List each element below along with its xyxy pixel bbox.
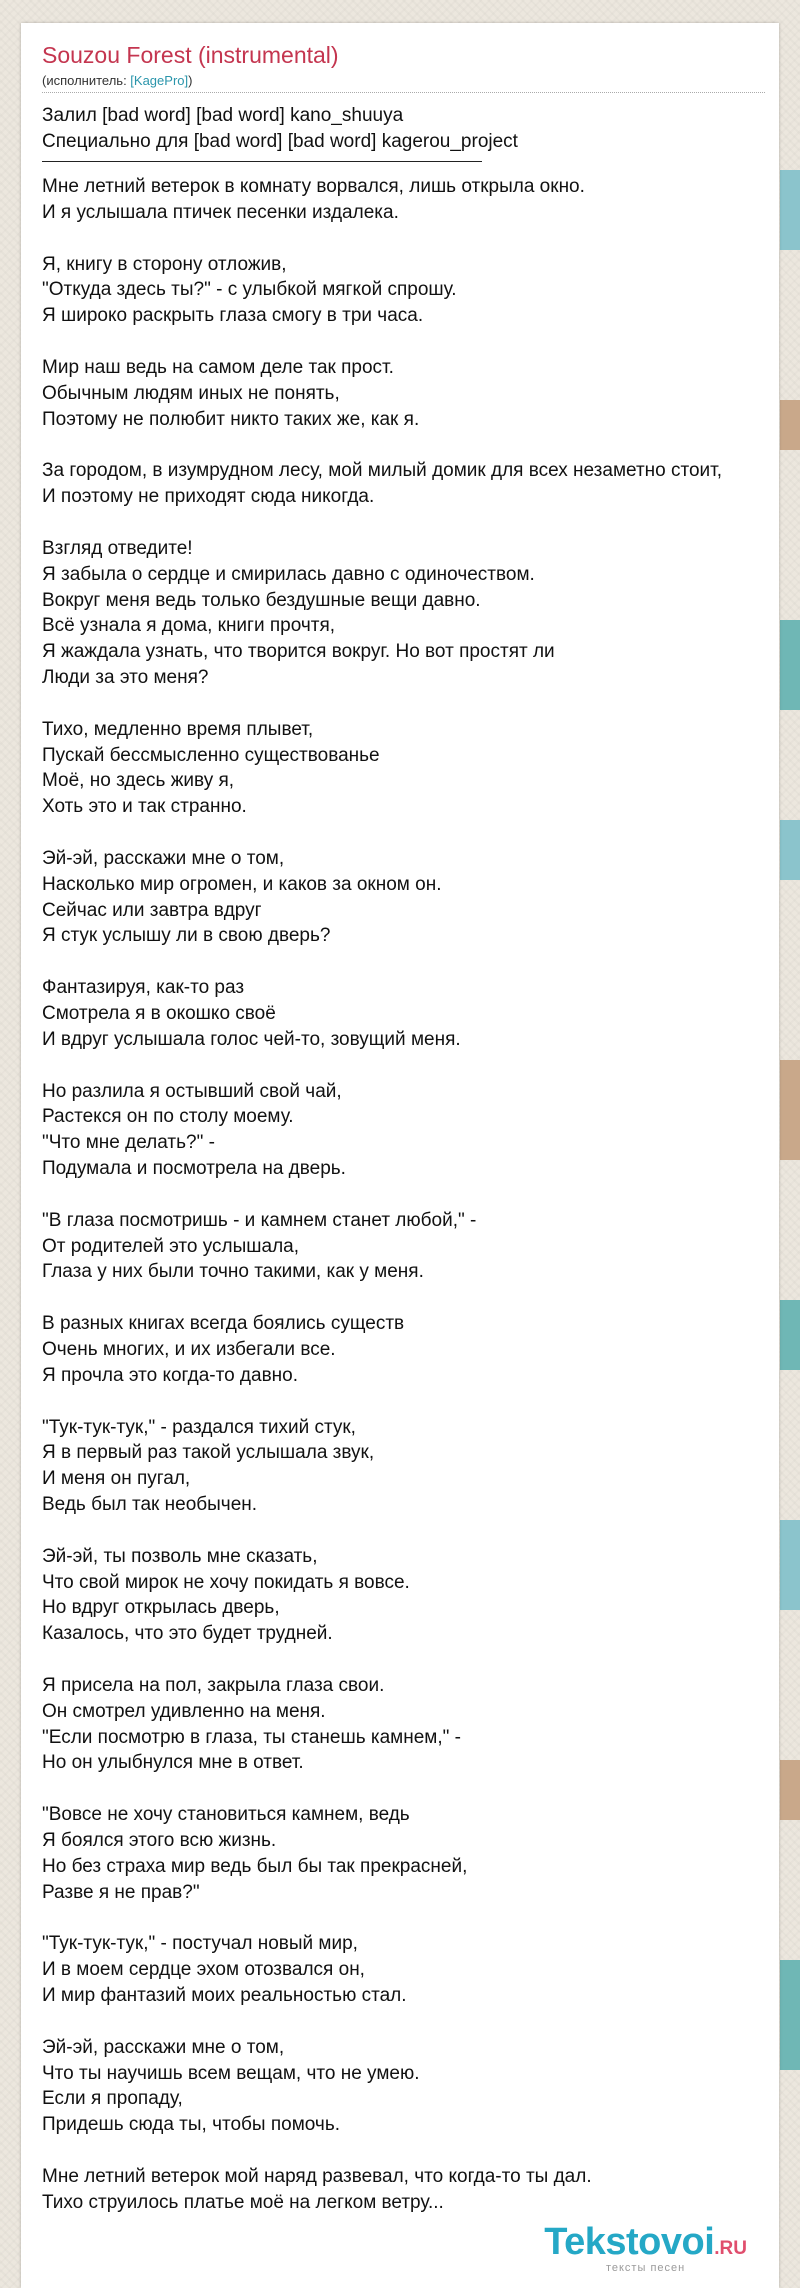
lyric-line: Что свой мирок не хочу покидать я вовсе. [42, 1571, 410, 1593]
stripe [780, 1060, 800, 1160]
dedication-line: Специально для [bad word] [bad word] kagerou_project [42, 131, 518, 152]
stripe [780, 170, 800, 250]
stanza [42, 1673, 779, 1776]
lyric-line: Я, книгу в сторону отложив, [42, 253, 287, 275]
lyric-line: Придешь сюда ты, чтобы помочь. [42, 2114, 341, 2136]
stanza [42, 1931, 779, 2009]
lyric-line: Но вдруг открылась дверь, [42, 1597, 280, 1619]
lyric-line: Он смотрел удивленно на меня. [42, 1700, 326, 1722]
lyric-line: Сейчас или завтра вдруг [42, 899, 262, 921]
lyric-line: Вокруг меня ведь только бездушные вещи давно. [42, 589, 481, 611]
lyric-line: Хоть это и так странно. [42, 796, 247, 818]
stanza [42, 975, 779, 1053]
lyric-line: Но он улыбнулся мне в ответ. [42, 1752, 304, 1774]
lyric-line: И вдруг услышала голос чей-то, зовущий меня. [42, 1028, 461, 1050]
stanza [42, 2035, 779, 2138]
lyric-line: Тихо струилось платье моё на легком ветру... [42, 2191, 444, 2213]
stanza [42, 536, 779, 691]
lyric-line: И в моем сердце эхом отозвался он, [42, 1959, 365, 1981]
lyric-line: И поэтому не приходят сюда никогда. [42, 486, 375, 508]
stanza [42, 1544, 779, 1647]
stanza [42, 458, 779, 510]
uploader-line: Залил [bad word] [bad word] kano_shuuya [42, 105, 404, 126]
lyric-line: Моё, но здесь живу я, [42, 770, 235, 792]
stripe [780, 620, 800, 710]
lyric-line: "Вовсе не хочу становиться камнем, ведь [42, 1804, 410, 1826]
stripe [780, 1760, 800, 1820]
lyric-line: Поэтому не полюбит никто таких же, как я. [42, 408, 420, 430]
artist-link[interactable]: [KagePro] [130, 73, 189, 88]
dotted-divider [42, 92, 765, 93]
stanza [42, 1415, 779, 1518]
lyric-line: Казалось, что это будет трудней. [42, 1623, 333, 1645]
lyric-line: Растекся он по столу моему. [42, 1106, 294, 1128]
stanza [42, 717, 779, 820]
lyric-line: Пускай бессмысленно существованье [42, 744, 380, 766]
lyric-line: Глаза у них были точно такими, как у меня. [42, 1261, 424, 1283]
lyric-line: Я стук услышу ли в свою дверь? [42, 925, 331, 947]
stanza [42, 174, 779, 226]
lyric-line: Эй-эй, ты позволь мне сказать, [42, 1545, 318, 1567]
lyric-line: Что ты научишь всем вещам, что не умею. [42, 2062, 420, 2084]
lyric-line: И я услышала птичек песенки издалека. [42, 201, 399, 223]
stanza [42, 2164, 779, 2216]
lyric-line: Взгляд отведите! [42, 537, 193, 559]
lyric-line: "Откуда здесь ты?" - с улыбкой мягкой спрошу. [42, 279, 457, 301]
logo-suffix: .RU [714, 2238, 747, 2259]
lyric-line: За городом, в изумрудном лесу, мой милый домик для всех незаметно стоит, [42, 460, 723, 482]
stripe [780, 1960, 800, 2070]
lyric-line: Очень многих, и их избегали все. [42, 1338, 336, 1360]
lyric-line: Но разлила я остывший свой чай, [42, 1080, 342, 1102]
logo-tagline: тексты песен [605, 2262, 686, 2274]
stanza [42, 1311, 779, 1389]
stanza [42, 252, 779, 330]
lyric-line: Люди за это меня? [42, 667, 209, 689]
artist-suffix: ) [188, 73, 193, 88]
lyric-line: "Тук-тук-тук," - постучал новый мир, [42, 1933, 358, 1955]
lyric-line: Эй-эй, расскажи мне о том, [42, 2036, 285, 2058]
artist-prefix: (исполнитель: [42, 73, 131, 88]
artist-line [42, 72, 779, 89]
stanza [42, 846, 779, 949]
stanza [42, 1079, 779, 1182]
lyric-line: Я в первый раз такой услышала звук, [42, 1442, 375, 1464]
logo-wordmark: Tekstovoi [544, 2221, 715, 2263]
site-logo[interactable] [544, 2223, 747, 2274]
lyric-line: И меня он пугал, [42, 1468, 191, 1490]
lyric-line: Мне летний ветерок мой наряд развевал, что когда-то ты дал. [42, 2165, 592, 2187]
stripe [780, 1300, 800, 1370]
upload-info [42, 103, 779, 155]
separator-line [42, 161, 482, 162]
lyric-line: "В глаза посмотришь - и камнем станет любой," - [42, 1209, 477, 1231]
lyric-line: Если я пропаду, [42, 2088, 183, 2110]
lyric-line: Мне летний ветерок в комнату ворвался, лишь открыла окно. [42, 176, 585, 197]
lyric-line: Тихо, медленно время плывет, [42, 718, 314, 740]
lyric-line: Смотрела я в окошко своё [42, 1003, 276, 1024]
lyric-line: Всё узнала я дома, книги прочтя, [42, 615, 336, 637]
lyric-line: Но без страха мир ведь был бы так прекрасней, [42, 1855, 468, 1877]
lyric-line: Насколько мир огромен, и каков за окном он. [42, 873, 442, 895]
lyrics-text [42, 174, 779, 2216]
lyric-line: От родителей это услышала, [42, 1235, 300, 1257]
stanza [42, 355, 779, 433]
lyric-line: Я прочла это когда-то давно. [42, 1364, 299, 1386]
lyric-line: Я жаждала узнать, что творится вокруг. Но вот простят ли [42, 641, 555, 663]
stripe [780, 820, 800, 880]
stanza [42, 1208, 779, 1286]
lyric-line: В разных книгах всегда боялись существ [42, 1313, 405, 1335]
lyric-line: Обычным людям иных не понять, [42, 382, 340, 404]
lyric-line: Разве я не прав?" [42, 1881, 200, 1903]
lyric-line: Я забыла о сердце и смирилась давно с одиночеством. [42, 563, 535, 585]
lyric-line: И мир фантазий моих реальностью стал. [42, 1985, 407, 2007]
stripe [780, 400, 800, 450]
lyric-line: "Если посмотрю в глаза, ты станешь камнем," - [42, 1726, 461, 1748]
song-title: Souzou Forest (instrumental) [42, 42, 339, 68]
lyric-line: "Что мне делать?" - [42, 1132, 215, 1154]
lyrics-card [21, 23, 779, 2288]
lyric-line: Подумала и посмотрела на дверь. [42, 1158, 346, 1180]
lyric-line: Я боялся этого всю жизнь. [42, 1830, 277, 1851]
stripe [780, 1520, 800, 1610]
lyric-line: Я присела на пол, закрыла глаза свои. [42, 1674, 385, 1696]
stanza [42, 1802, 779, 1905]
lyric-line: Мир наш ведь на самом деле так прост. [42, 356, 394, 378]
lyric-line: "Тук-тук-тук," - раздался тихий стук, [42, 1416, 356, 1438]
lyric-line: Ведь был так необычен. [42, 1494, 258, 1516]
lyric-line: Я широко раскрыть глаза смогу в три часа. [42, 305, 424, 327]
lyric-line: Фантазируя, как-то раз [42, 977, 245, 999]
lyric-line: Эй-эй, расскажи мне о том, [42, 847, 285, 869]
